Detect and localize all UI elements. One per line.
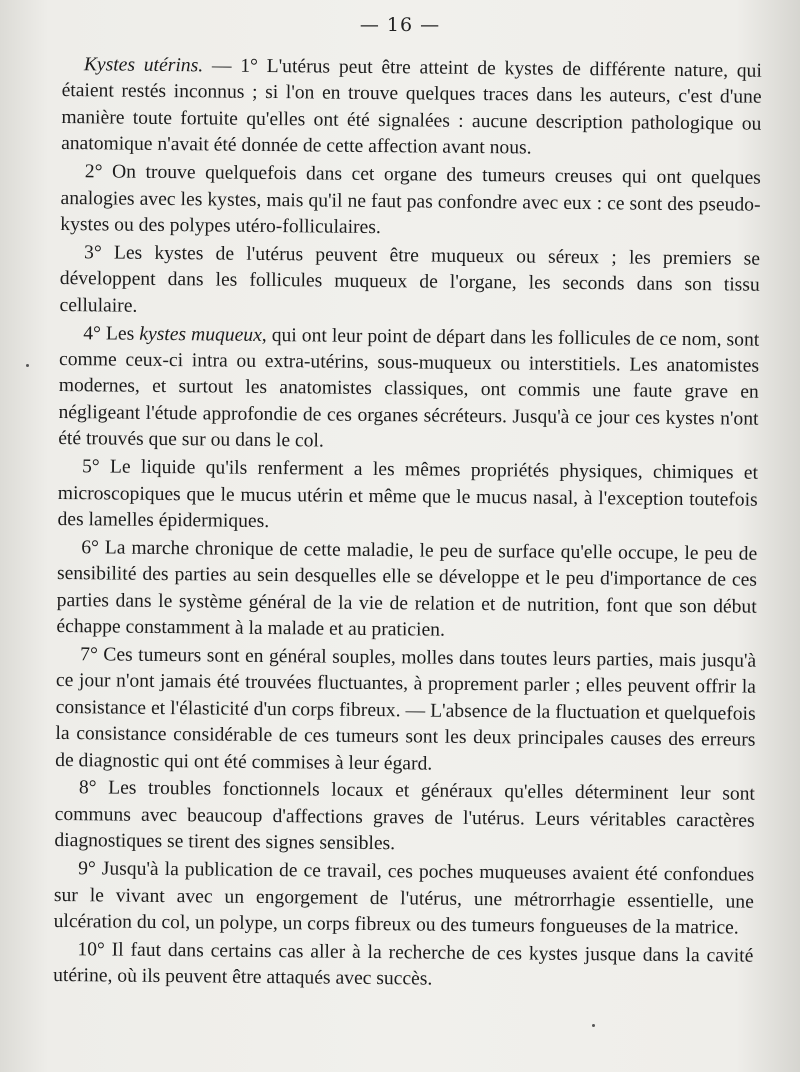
paragraph-text: 2° On trouve quelquefois dans cet organe des tumeurs creuses qui ont quelques analogies avec les kystes, mais qu'il ne faut pas confondre avec eux : ce sont des pseudo-kystes ou des polypes utéro-folliculaires.	[60, 161, 761, 239]
paragraph-3	[59, 240, 760, 326]
paragraph-2	[60, 159, 761, 245]
ink-speck	[592, 1024, 595, 1027]
paragraph-10	[53, 937, 753, 997]
paragraph-text: 5° Le liquide qu'ils renferment a les mêmes propriétés physiques, chimiques et microscopiques que le mucus utérin et même que le mucus nasal, à l'exception toutefois des lamelles épidermiques.	[57, 456, 759, 532]
ink-speck	[26, 364, 29, 367]
paragraph-text: 9° Jusqu'à la publication de ce travail, ces poches muqueuses avaient été confondues sur le vivant avec un engorgement de l'utérus, une métrorrhagie essentielle, une ulcération du col, un polype, un corps fibreux ou des tumeurs fongueuses de la matrice.	[53, 858, 755, 939]
paragraph-text: 6° La marche chronique de cette maladie, le peu de surface qu'elle occupe, le peu de sensibilité des parties au sein desquelles elle se développe et le peu d'importance de ces parties dans le système général de la vie de relation et de nutrition, font que son début échappe constamment à la malade et au praticien.	[56, 537, 758, 641]
paragraph-4	[58, 321, 759, 460]
section-heading: Kystes utérins.	[83, 54, 204, 77]
paragraph-8	[54, 775, 755, 861]
paragraph-7	[55, 642, 756, 781]
paragraph-9	[54, 856, 755, 942]
paragraph-text: , qui ont leur point de départ dans les follicules de ce nom, sont comme ceux-ci intra ou extra-utérins, sous-muqueux ou interstitiels. Les anatomistes modernes, et surtout les anatomistes classiques, ont commis une faute grave en négligeant l'étude approfondie de ces organes sécréteurs. Jusqu'à ce jour ces kystes n'ont été trouvés que sur ou dans le col.	[58, 324, 760, 452]
paragraph-text: 8° Les troubles fonctionnels locaux et généraux qu'elles déterminent leur sont communs avec beaucoup d'affections graves de l'utérus. Leurs véritables caractères diagnostiques se tirent des signes sensibles.	[54, 777, 756, 855]
body-text	[53, 52, 762, 998]
paragraph-1	[61, 52, 762, 164]
paragraph-text: 4° Les	[83, 322, 140, 345]
paragraph-6	[56, 535, 757, 647]
paragraph-text: 10° Il faut dans certains cas aller à la recherche de ces kystes jusque dans la cavité utérine, où ils peuvent être attaqués avec succès.	[53, 939, 754, 990]
paragraph-text: 3° Les kystes de l'utérus peuvent être muqueux ou séreux ; les premiers se développent dans les follicules muqueux de l'organe, les seconds dans son tissu cellulaire.	[59, 242, 761, 317]
paragraph-text: 7° Ces tumeurs sont en général souples, molles dans toutes leurs parties, mais jusqu'à ce jour n'ont jamais été trouvées fluctuantes, à proprement parler ; elles peuvent offrir la consistance et l'élasticité d'un corps fibreux. — L'absence de la fluctuation et quelquefois la consistance considérable de ces tumeurs sont les deux principales causes des erreurs de diagnostic qui ont été commises à leur égard.	[55, 644, 757, 775]
paragraph-5	[57, 454, 758, 540]
paragraph-text: — 1° L'utérus peut être atteint de kystes de différente nature, qui étaient restés inconnus ; si l'on en trouve quelques traces dans les auteurs, c'est d'une manière toute fortuite qu'elles ont été signalées : aucune description pathologique ou anatomique n'avait été donnée de cette affection avant nous.	[61, 55, 762, 159]
italic-term: kystes muqueux	[139, 323, 262, 346]
page-number: — 16 —	[359, 14, 441, 36]
